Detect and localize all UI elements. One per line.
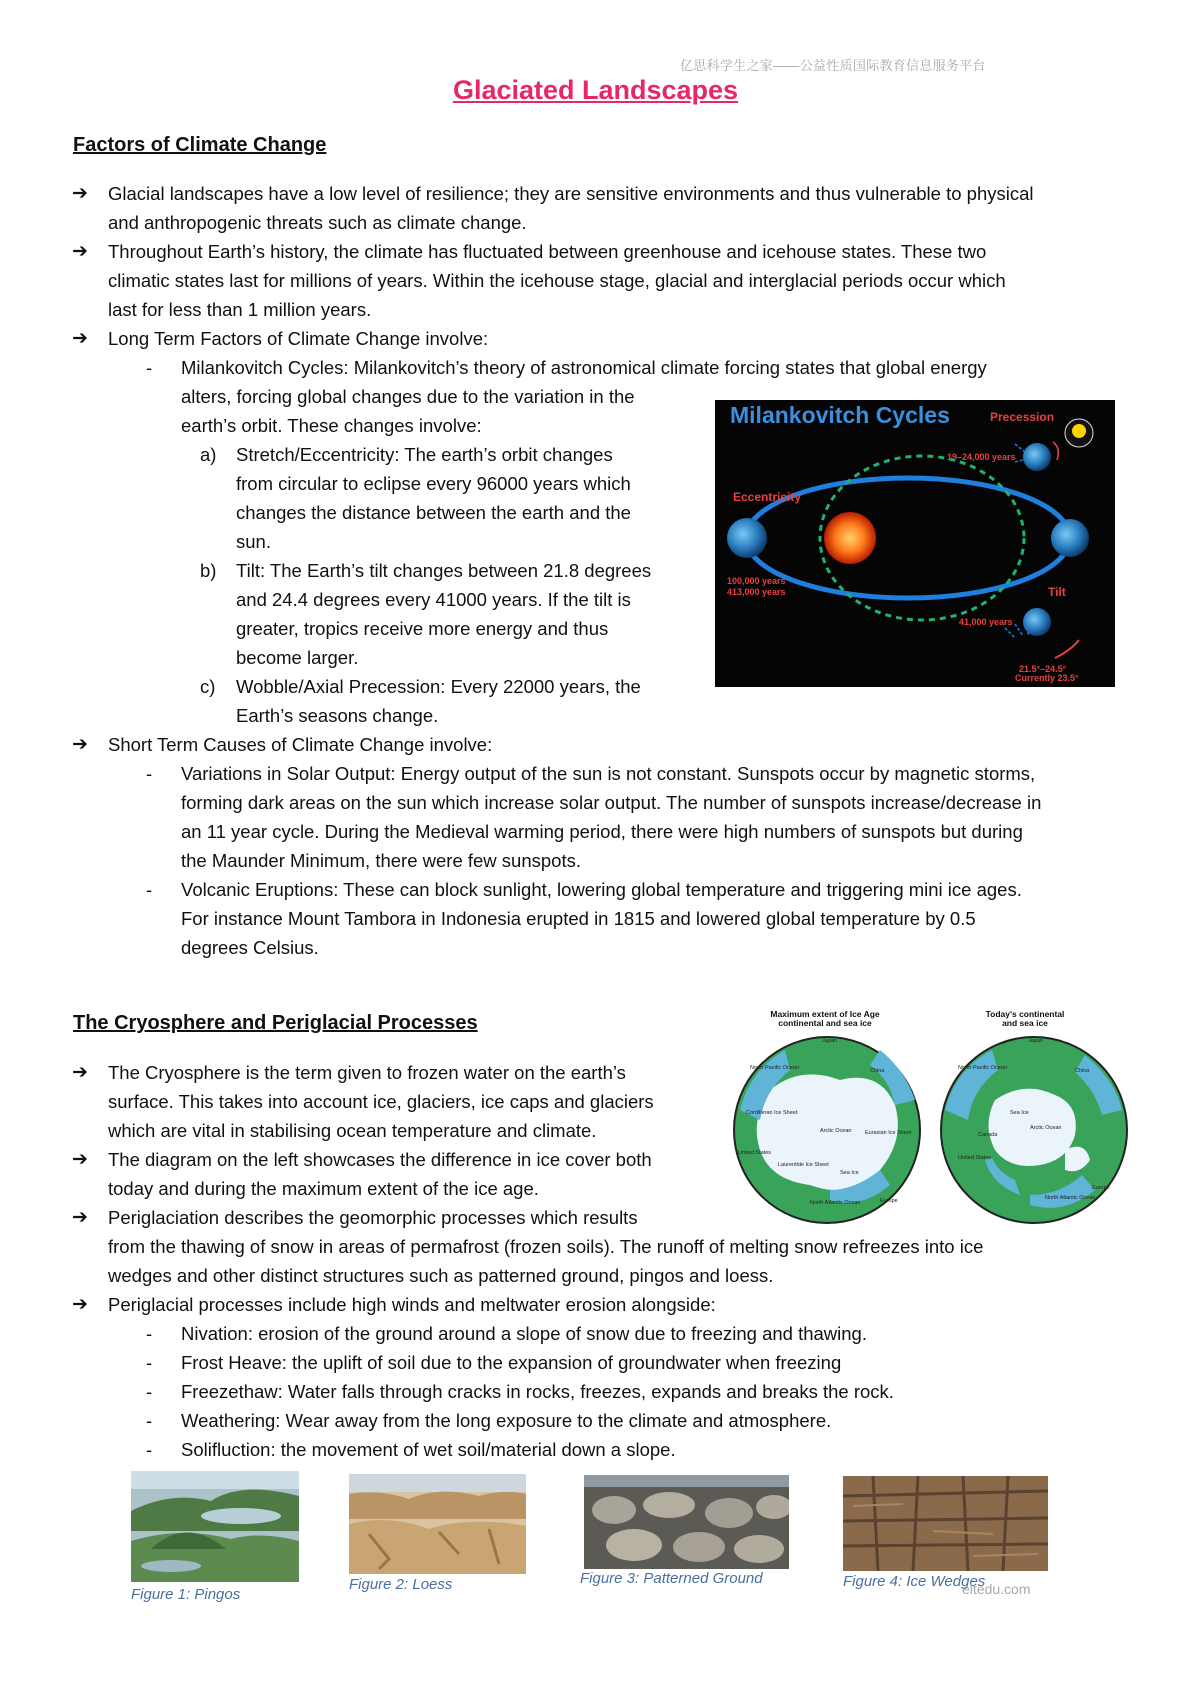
tilt-years-label: 41,000 years [959,617,1013,627]
tilt-range-label: 21.5°–24.5° [1019,664,1067,674]
body-line: Solifluction: the movement of wet soil/material down a slope. [181,1439,676,1460]
bullet-arrow-icon: ➔ [72,1062,88,1083]
bullet-arrow-icon: ➔ [72,328,88,349]
bullet-arrow-icon: ➔ [72,241,88,262]
bullet-arrow-icon: ➔ [72,1149,88,1170]
map-label: Eurasian Ice Sheet [865,1130,912,1136]
map-label: Canada [978,1132,998,1138]
map-label: Laurentide Ice Sheet [778,1162,829,1168]
page-title: Glaciated Landscapes [452,75,739,105]
body-line: Short Term Causes of Climate Change involve: [108,734,493,755]
body-line: sun. [236,531,271,552]
body-line: alters, forcing global changes due to the variation in the [181,386,635,407]
body-line: Nivation: erosion of the ground around a slope of snow due to freezing and thawing. [181,1323,867,1344]
footer-watermark: eltedu.com [962,1581,1031,1597]
map-label: Cordilleran Ice Sheet [746,1110,798,1116]
pingos-photo [131,1471,299,1582]
body-line: today and during the maximum extent of the ice age. [108,1178,539,1199]
dash-bullet: - [146,357,153,378]
map-caption-left: Maximum extent of Ice Age continental and sea ice [770,1009,880,1028]
body-line: Variations in Solar Output: Energy output of the sun is not constant. Sunspots occur by magnetic storms, [181,763,1036,784]
body-line: Volcanic Eruptions: These can block sunlight, lowering global temperature and triggering mini ice ages. [181,879,1022,900]
body-line: degrees Celsius. [181,937,319,958]
body-line: from circular to eclipse every 96000 years which [236,473,631,494]
figure-caption: Figure 3: Patterned Ground [580,1570,763,1587]
map-label: Japan [1028,1038,1043,1044]
eccentricity-label: Eccentricity [733,490,802,504]
earth-icon [1051,519,1089,557]
map-label: Arctic Ocean [820,1128,852,1134]
precession-label: Precession [990,410,1055,424]
body-line: and anthropogenic threats such as climate change. [108,212,527,233]
arctic-ice-maps-figure [730,1010,1128,1228]
body-line: Weathering: Wear away from the long exposure to the climate and atmosphere. [181,1410,832,1431]
map-caption-right: Today's continental and sea ice [985,1009,1065,1028]
milankovitch-cycles-figure [715,400,1115,687]
body-line: The diagram on the left showcases the difference in ice cover both [108,1149,652,1170]
map-label: North Pacific Ocean [958,1065,1007,1071]
sun-icon [824,512,876,564]
map-label: Europe [1092,1185,1110,1191]
body-line: Earth’s seasons change. [236,705,439,726]
body-line: surface. This takes into account ice, glaciers, ice caps and glaciers [108,1091,654,1112]
list-letter: a) [200,444,217,465]
earth-icon [1023,443,1051,471]
body-line: earth’s orbit. These changes involve: [181,415,482,436]
body-line: Stretch/Eccentricity: The earth’s orbit changes [236,444,613,465]
figure-caption: Figure 2: Loess [349,1576,453,1593]
map-label: United States [958,1155,992,1161]
body-line: greater, tropics receive more energy and thus [236,618,609,639]
body-line: from the thawing of snow in areas of permafrost (frozen soils). The runoff of melting snow refreezes into ice [108,1236,984,1257]
body-line: an 11 year cycle. During the Medieval warming period, there were high numbers of sunspots but during [181,821,1023,842]
map-label: North Pacific Ocean [750,1065,799,1071]
dash-bullet: - [146,1323,153,1344]
body-line: For instance Mount Tambora in Indonesia erupted in 1815 and lowered global temperature by 0.5 [181,908,976,929]
body-line: which are vital in stabilising ocean temperature and climate. [108,1120,597,1141]
map-label: Europe [880,1198,898,1204]
map-label: North Atlantic Ocean [810,1200,861,1206]
body-line: wedges and other distinct structures such as patterned ground, pingos and loess. [108,1265,774,1286]
dash-bullet: - [146,879,153,900]
list-letter: c) [200,676,216,697]
body-line: Tilt: The Earth’s tilt changes between 21.8 degrees [236,560,652,581]
body-line: Freezethaw: Water falls through cracks in rocks, freezes, expands and breaks the rock. [181,1381,894,1402]
map-label: Arctic Ocean [1030,1125,1062,1131]
header-watermark: 亿思科学生之家——公益性质国际教育信息服务平台 [680,58,986,73]
tilt-current-label: Currently 23.5° [1015,673,1079,683]
body-line: Periglaciation describes the geomorphic processes which results [108,1207,638,1228]
patterned-ground-photo [584,1475,789,1569]
precession-years-label: 19–24,000 years [947,452,1016,462]
body-line: Periglacial processes include high winds and meltwater erosion alongside: [108,1294,716,1315]
body-line: Glacial landscapes have a low level of resilience; they are sensitive environments and thus vulnerable to physical [108,183,1034,204]
figure-caption: Figure 1: Pingos [131,1586,241,1603]
body-line: the Maunder Minimum, there were few sunspots. [181,850,581,871]
dash-bullet: - [146,1439,153,1460]
map-label: United States [738,1150,772,1156]
body-line: Long Term Factors of Climate Change involve: [108,328,489,349]
body-line: Throughout Earth’s history, the climate has fluctuated between greenhouse and icehouse states. These two [108,241,987,262]
bullet-arrow-icon: ➔ [72,734,88,755]
body-line: The Cryosphere is the term given to frozen water on the earth’s [108,1062,626,1083]
eccentricity-years-label: 100,000 years [727,576,786,586]
map-label: China [870,1068,885,1074]
dash-bullet: - [146,1410,153,1431]
tilt-label: Tilt [1048,585,1066,599]
body-line: Milankovitch Cycles: Milankovitch’s theory of astronomical climate forcing states that global energy [181,357,987,378]
body-line: Wobble/Axial Precession: Every 22000 years, the [236,676,641,697]
map-label: North Atlantic Ocean [1045,1195,1096,1201]
section-heading-climate-change: Factors of Climate Change [73,134,327,156]
figure-title: Milankovitch Cycles [730,402,950,428]
list-letter: b) [200,560,217,581]
body-line: last for less than 1 million years. [108,299,372,320]
eccentricity-years-label: 413,000 years [727,587,786,597]
body-line: become larger. [236,647,359,668]
map-label: China [1075,1068,1090,1074]
orbit-diagram [715,400,1115,687]
dash-bullet: - [146,763,153,784]
bullet-arrow-icon: ➔ [72,1207,88,1228]
dash-bullet: - [146,1352,153,1373]
body-line: and 24.4 degrees every 41000 years. If the tilt is [236,589,631,610]
bullet-arrow-icon: ➔ [72,1294,88,1315]
body-line: climatic states last for millions of years. Within the icehouse stage, glacial and interglacial periods occur which [108,270,1006,291]
bullet-arrow-icon: ➔ [72,183,88,204]
earth-icon [727,518,767,558]
body-line: Frost Heave: the uplift of soil due to the expansion of groundwater when freezing [181,1352,842,1373]
map-label: Japan [822,1038,837,1044]
map-label: Sea Ice [1010,1110,1029,1116]
body-line: forming dark areas on the sun which increase solar output. The number of sunspots increase/decrease in [181,792,1042,813]
figure-caption: Figure 4: Ice Wedges [843,1573,986,1590]
body-line: changes the distance between the earth and the [236,502,631,523]
ice-wedges-photo [843,1476,1048,1571]
map-label: Sea Ice [840,1170,859,1176]
loess-photo [349,1474,526,1574]
dash-bullet: - [146,1381,153,1402]
section-heading-cryosphere: The Cryosphere and Periglacial Processes [73,1012,478,1034]
